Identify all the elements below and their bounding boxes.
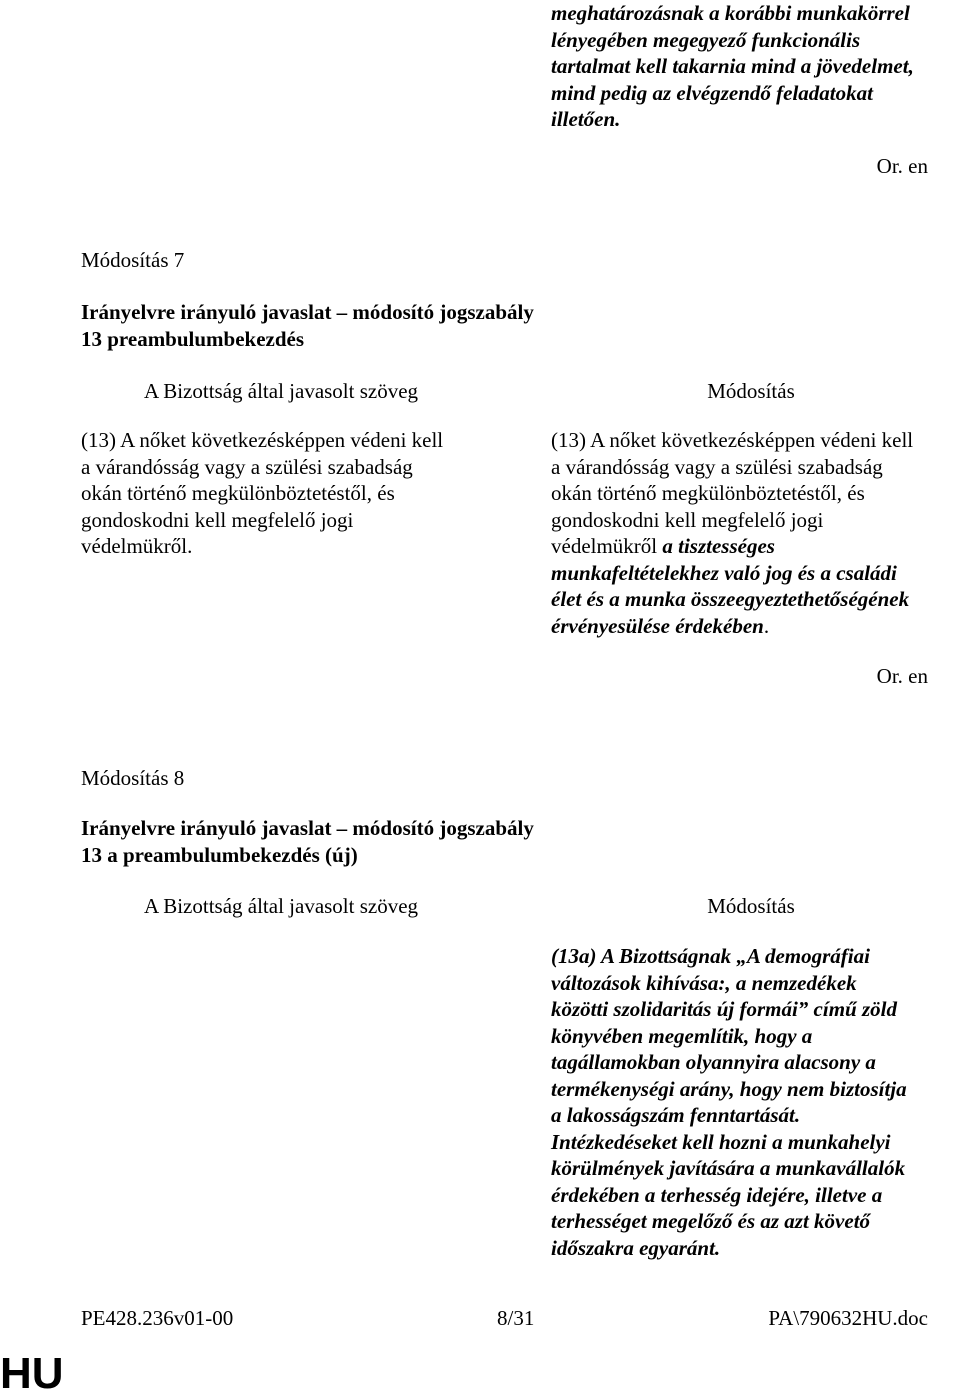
continuation-line: mind pedig az elvégzendő feladatokat xyxy=(551,80,873,105)
inserted-text-line: időszakra egyaránt. xyxy=(551,1235,721,1260)
inserted-text-line: Intézkedéseket kell hozni a munkahelyi xyxy=(551,1129,891,1154)
subtitle-line: Irányelvre irányuló javaslat – módosító jogszabály xyxy=(81,300,534,324)
plain-text: védelmükről xyxy=(551,534,663,558)
original-language-label: Or. en xyxy=(876,664,928,688)
amendment-7-title: Módosítás 7 xyxy=(81,248,185,272)
inserted-text: érvényesülése érdekében xyxy=(551,613,764,638)
inserted-text-line: körülmények javítására a munkavállalók xyxy=(551,1156,906,1180)
inserted-text-line: tagállamokban olyannyira alacsony a xyxy=(551,1050,876,1074)
original-language-label: Or. en xyxy=(876,154,928,178)
inserted-text-line: (13a) A Bizottságnak „A demográfiai xyxy=(551,944,870,968)
footer-file-ref: PA\790632HU.doc xyxy=(768,1306,928,1330)
text-line: (13) A nőket következésképpen védeni kell xyxy=(81,428,444,452)
amendment-8-left-header: A Bizottság által javasolt szöveg xyxy=(143,894,419,918)
inserted-text-line: érdekében a terhesség idejére, illetve a xyxy=(551,1182,883,1207)
amendment-7-subtitle xyxy=(81,299,534,352)
inserted-text: a tisztességes xyxy=(662,534,775,558)
continuation-line: meghatározásnak a korábbi munkakörrel xyxy=(551,1,910,25)
amendment-8-title: Módosítás 8 xyxy=(81,766,185,790)
amendment-7-amended-text xyxy=(551,427,951,639)
continuation-text xyxy=(551,0,951,133)
amendment-8-right-header: Módosítás xyxy=(707,894,795,918)
inserted-text-line: közötti szolidaritás új formái” című zöld xyxy=(551,997,897,1021)
continuation-line: lényegében megegyező funkcionális xyxy=(551,27,861,52)
text-line: védelmükről. xyxy=(81,534,193,558)
text-line xyxy=(551,613,951,640)
amendment-8-amended-text xyxy=(551,943,951,1261)
subtitle-line: 13 preambulumbekezdés xyxy=(81,326,305,351)
text-line: okán történő megkülönböztetéstől, és xyxy=(81,481,395,505)
amendment-7-right-header: Módosítás xyxy=(707,379,795,403)
text-line: okán történő megkülönböztetéstől, és xyxy=(551,481,865,505)
text-line: gondoskodni kell megfelelő jogi xyxy=(551,507,824,532)
plain-text: . xyxy=(763,613,770,638)
footer-doc-ref: PE428.236v01-00 xyxy=(81,1306,234,1330)
text-line: (13) A nőket következésképpen védeni kell xyxy=(551,428,914,452)
text-line xyxy=(551,533,951,560)
inserted-text-line: munkafeltételekhez való jog és a családi xyxy=(551,560,897,585)
continuation-line: tartalmat kell takarnia mind a jövedelmet, xyxy=(551,54,914,78)
inserted-text-line: a lakosságszám fenntartását. xyxy=(551,1103,801,1127)
inserted-text-line: élet és a munka összeegyeztethetőségének xyxy=(551,587,910,611)
inserted-text-line: változások kihívása:, a nemzedékek xyxy=(551,970,857,995)
text-line: a várandósság vagy a szülési szabadság xyxy=(551,454,883,479)
language-code-badge: HU xyxy=(0,1349,64,1398)
amendment-7-left-header: A Bizottság által javasolt szöveg xyxy=(143,379,419,403)
amendment-7-commission-text xyxy=(81,427,481,560)
subtitle-line: 13 a preambulumbekezdés (új) xyxy=(81,842,358,867)
amendment-8-subtitle xyxy=(81,815,534,868)
inserted-text-line: terhességet megelőző és az azt követő xyxy=(551,1209,871,1233)
text-line: gondoskodni kell megfelelő jogi xyxy=(81,507,354,532)
text-line: a várandósság vagy a szülési szabadság xyxy=(81,454,413,479)
continuation-line: illetően. xyxy=(551,107,621,131)
footer-page-number: 8/31 xyxy=(497,1306,535,1330)
inserted-text-line: termékenységi arány, hogy nem biztosítja xyxy=(551,1076,907,1101)
inserted-text-line: könyvében megemlítik, hogy a xyxy=(551,1023,813,1048)
subtitle-line: Irányelvre irányuló javaslat – módosító jogszabály xyxy=(81,816,534,840)
